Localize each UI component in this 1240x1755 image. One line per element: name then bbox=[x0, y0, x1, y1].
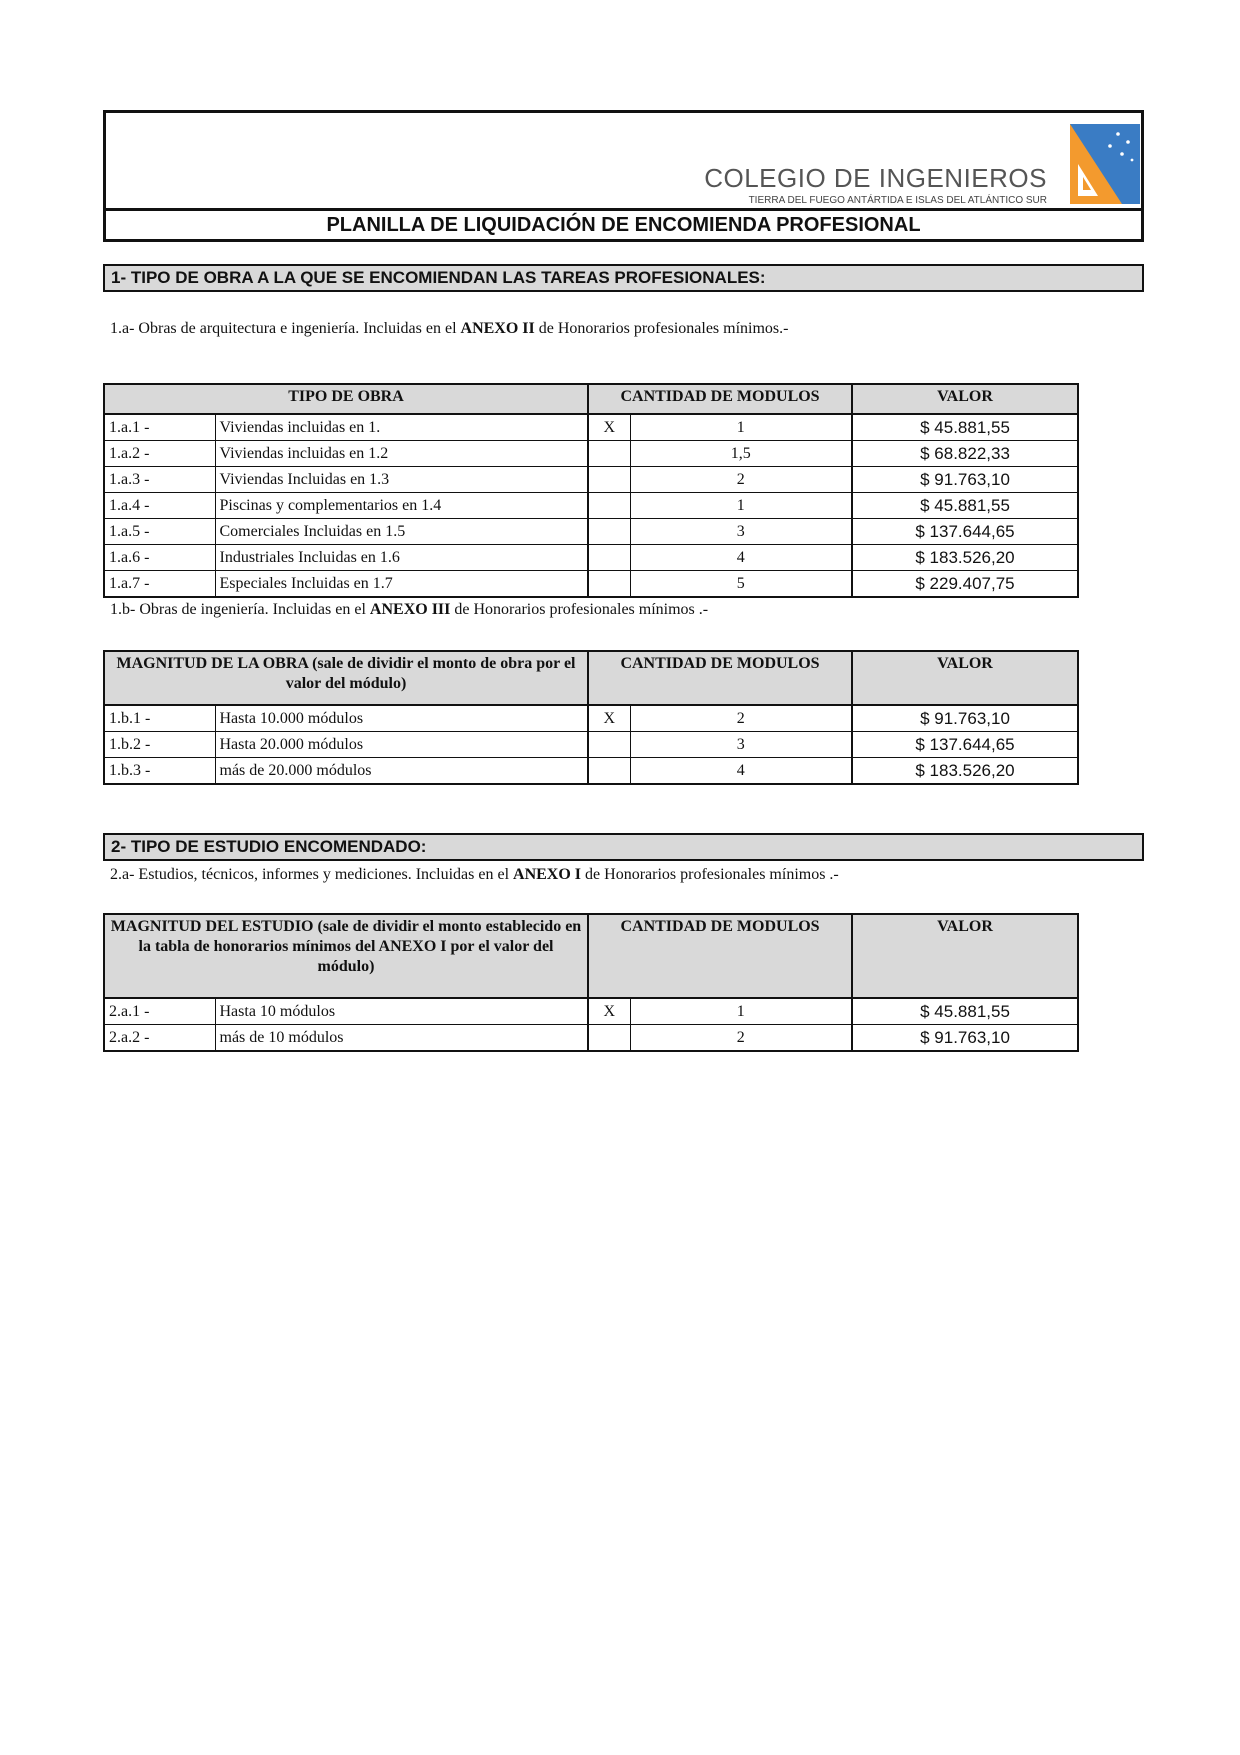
module-count: 1 bbox=[630, 414, 852, 441]
table-header-row bbox=[104, 651, 1078, 705]
org-subtitle: TIERRA DEL FUEGO ANTÁRTIDA E ISLAS DEL ATLÁNTICO SUR bbox=[748, 195, 1047, 206]
row-code: 2.a.2 - bbox=[104, 1025, 215, 1052]
column-header: TIPO DE OBRA bbox=[104, 384, 588, 414]
table-header-row bbox=[104, 914, 1078, 998]
row-code: 1.a.5 - bbox=[104, 519, 215, 545]
row-code: 1.a.2 - bbox=[104, 441, 215, 467]
column-header: VALOR bbox=[852, 384, 1078, 414]
column-header: CANTIDAD DE MODULOS bbox=[588, 914, 852, 998]
row-value: $ 183.526,20 bbox=[852, 758, 1078, 785]
table-row bbox=[104, 732, 1078, 758]
intro-text: de Honorarios profesionales mínimos.- bbox=[534, 320, 789, 337]
table-row bbox=[104, 545, 1078, 571]
row-value: $ 137.644,65 bbox=[852, 732, 1078, 758]
row-code: 1.b.3 - bbox=[104, 758, 215, 785]
selection-mark[interactable] bbox=[588, 758, 630, 785]
intro-text: de Honorarios profesionales mínimos .- bbox=[450, 601, 709, 618]
row-code: 1.a.4 - bbox=[104, 493, 215, 519]
row-value: $ 45.881,55 bbox=[852, 493, 1078, 519]
row-value: $ 45.881,55 bbox=[852, 998, 1078, 1025]
module-count: 4 bbox=[630, 545, 852, 571]
row-description: más de 10 módulos bbox=[215, 1025, 588, 1052]
row-description: Comerciales Incluidas en 1.5 bbox=[215, 519, 588, 545]
table-magnitud-obra bbox=[103, 650, 1079, 785]
module-count: 1,5 bbox=[630, 441, 852, 467]
intro-text: 2.a- Estudios, técnicos, informes y mediciones. Incluidas en el bbox=[110, 866, 514, 883]
selection-mark[interactable]: X bbox=[588, 414, 630, 441]
selection-mark[interactable] bbox=[588, 732, 630, 758]
selection-mark[interactable]: X bbox=[588, 998, 630, 1025]
logo-icon bbox=[1070, 124, 1140, 204]
intro-text: 1.b- Obras de ingeniería. Incluidas en el bbox=[110, 601, 370, 618]
row-code: 1.a.3 - bbox=[104, 467, 215, 493]
intro-annex: ANEXO III bbox=[369, 601, 451, 618]
module-count: 2 bbox=[630, 467, 852, 493]
intro-text: de Honorarios profesionales mínimos .- bbox=[581, 866, 839, 883]
intro-text: 1.a- Obras de arquitectura e ingeniería. Incluidas en el bbox=[110, 320, 461, 337]
section-1b-intro bbox=[110, 601, 708, 619]
column-header: CANTIDAD DE MODULOS bbox=[588, 651, 852, 705]
row-value: $ 91.763,10 bbox=[852, 1025, 1078, 1052]
column-header: MAGNITUD DEL ESTUDIO (sale de dividir el monto establecido en la tabla de honorarios mínimos del ANEXO I por el valor del módulo) bbox=[104, 914, 588, 998]
row-code: 1.b.1 - bbox=[104, 705, 215, 732]
table-row bbox=[104, 519, 1078, 545]
table-magnitud-estudio bbox=[103, 913, 1079, 1052]
column-header: VALOR bbox=[852, 651, 1078, 705]
page-title: PLANILLA DE LIQUIDACIÓN DE ENCOMIENDA PROFESIONAL bbox=[326, 214, 921, 236]
table-row bbox=[104, 758, 1078, 785]
table-row bbox=[104, 705, 1078, 732]
module-count: 2 bbox=[630, 1025, 852, 1052]
intro-annex: ANEXO I bbox=[513, 866, 582, 883]
table-row bbox=[104, 441, 1078, 467]
selection-mark[interactable] bbox=[588, 519, 630, 545]
module-count: 3 bbox=[630, 732, 852, 758]
table-row bbox=[104, 467, 1078, 493]
section-2a-intro bbox=[110, 866, 839, 884]
row-description: Viviendas incluidas en 1. bbox=[215, 414, 588, 441]
org-name: COLEGIO DE INGENIEROS bbox=[704, 163, 1047, 193]
row-description: Industriales Incluidas en 1.6 bbox=[215, 545, 588, 571]
selection-mark[interactable] bbox=[588, 1025, 630, 1052]
section-2-heading: 2- TIPO DE ESTUDIO ENCOMENDADO: bbox=[103, 833, 1144, 861]
section-1a-intro bbox=[110, 320, 788, 338]
module-count: 5 bbox=[630, 571, 852, 598]
row-value: $ 91.763,10 bbox=[852, 705, 1078, 732]
module-count: 1 bbox=[630, 998, 852, 1025]
selection-mark[interactable] bbox=[588, 493, 630, 519]
row-value: $ 183.526,20 bbox=[852, 545, 1078, 571]
table-row bbox=[104, 493, 1078, 519]
row-code: 1.a.1 - bbox=[104, 414, 215, 441]
row-description: más de 20.000 módulos bbox=[215, 758, 588, 785]
selection-mark[interactable] bbox=[588, 545, 630, 571]
table-row bbox=[104, 998, 1078, 1025]
table-tipo-de-obra bbox=[103, 383, 1079, 598]
table-row bbox=[104, 414, 1078, 441]
row-description: Hasta 20.000 módulos bbox=[215, 732, 588, 758]
row-description: Especiales Incluidas en 1.7 bbox=[215, 571, 588, 598]
module-count: 3 bbox=[630, 519, 852, 545]
module-count: 1 bbox=[630, 493, 852, 519]
row-value: $ 137.644,65 bbox=[852, 519, 1078, 545]
column-header: VALOR bbox=[852, 914, 1078, 998]
section-1-heading: 1- TIPO DE OBRA A LA QUE SE ENCOMIENDAN LAS TAREAS PROFESIONALES: bbox=[103, 264, 1144, 292]
row-description: Viviendas Incluidas en 1.3 bbox=[215, 467, 588, 493]
selection-mark[interactable]: X bbox=[588, 705, 630, 732]
table-header-row bbox=[104, 384, 1078, 414]
row-description: Hasta 10.000 módulos bbox=[215, 705, 588, 732]
row-code: 1.a.6 - bbox=[104, 545, 215, 571]
row-value: $ 45.881,55 bbox=[852, 414, 1078, 441]
document-header bbox=[103, 110, 1144, 242]
selection-mark[interactable] bbox=[588, 441, 630, 467]
intro-annex: ANEXO II bbox=[460, 320, 535, 337]
column-header: CANTIDAD DE MODULOS bbox=[588, 384, 852, 414]
row-value: $ 229.407,75 bbox=[852, 571, 1078, 598]
selection-mark[interactable] bbox=[588, 571, 630, 598]
row-code: 2.a.1 - bbox=[104, 998, 215, 1025]
row-description: Piscinas y complementarios en 1.4 bbox=[215, 493, 588, 519]
row-code: 1.b.2 - bbox=[104, 732, 215, 758]
module-count: 4 bbox=[630, 758, 852, 785]
logo-area bbox=[106, 113, 1141, 211]
row-value: $ 68.822,33 bbox=[852, 441, 1078, 467]
row-code: 1.a.7 - bbox=[104, 571, 215, 598]
row-description: Viviendas incluidas en 1.2 bbox=[215, 441, 588, 467]
table-row bbox=[104, 571, 1078, 598]
module-count: 2 bbox=[630, 705, 852, 732]
column-header: MAGNITUD DE LA OBRA (sale de dividir el monto de obra por el valor del módulo) bbox=[104, 651, 588, 705]
row-value: $ 91.763,10 bbox=[852, 467, 1078, 493]
table-row bbox=[104, 1025, 1078, 1052]
selection-mark[interactable] bbox=[588, 467, 630, 493]
row-description: Hasta 10 módulos bbox=[215, 998, 588, 1025]
